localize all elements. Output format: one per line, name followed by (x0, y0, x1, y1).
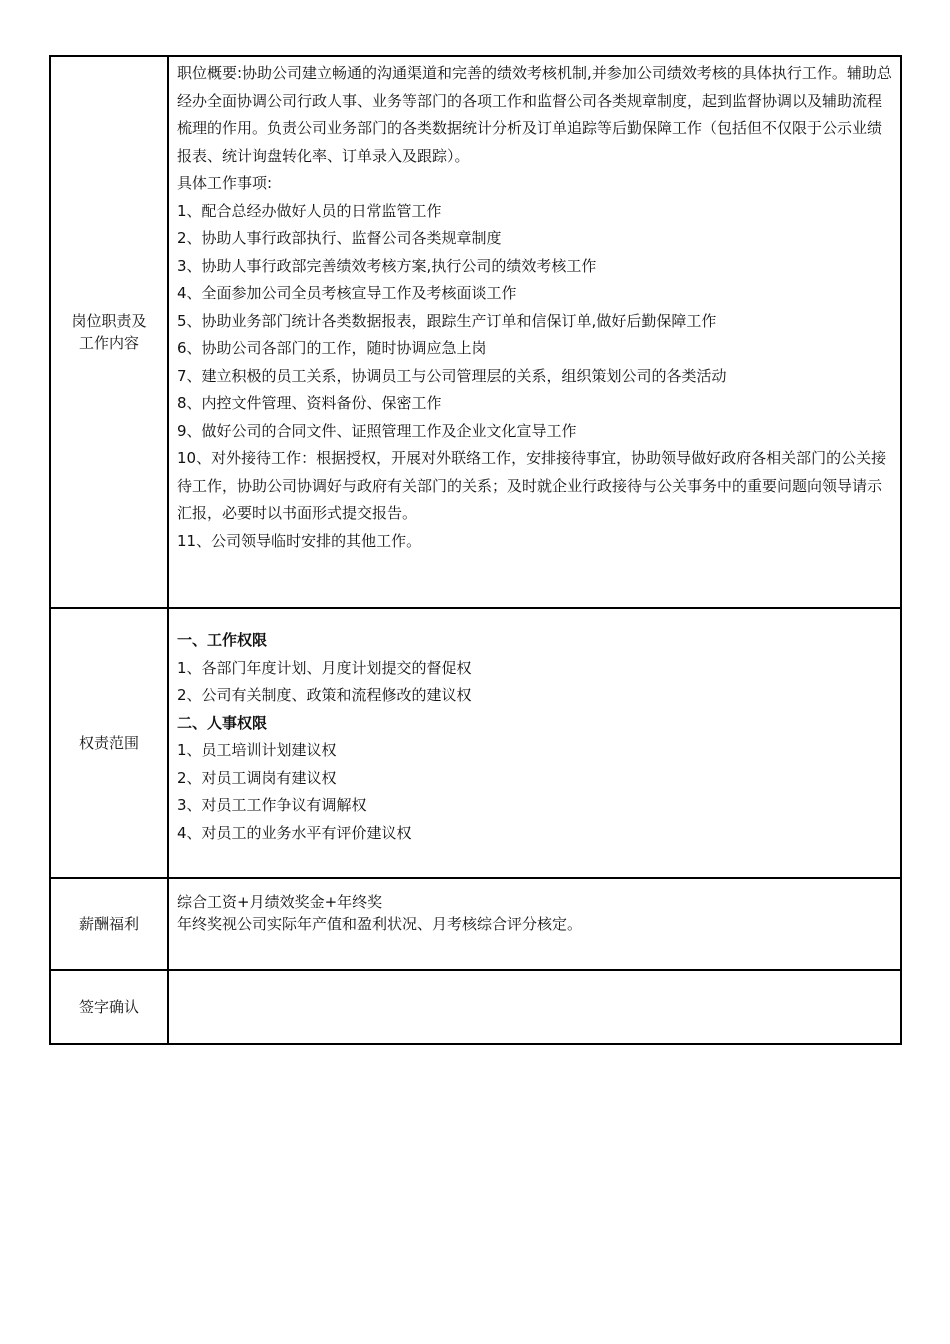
authority-item: 2、对员工调岗有建议权 (177, 768, 337, 787)
duties-items-heading: 具体工作事项: (177, 174, 273, 192)
signature-row (50, 970, 901, 1044)
authority-section2-title: 二、人事权限 (177, 713, 268, 732)
salary-content (168, 878, 901, 970)
signature-label: 签字确认 (50, 970, 168, 1044)
authority-content (168, 608, 901, 878)
duty-item: 3、协助人事行政部完善绩效考核方案,执行公司的绩效考核工作 (177, 256, 597, 275)
salary-line1: 综合工资+月绩效奖金+年终奖 (177, 893, 383, 911)
authority-item: 2、公司有关制度、政策和流程修改的建议权 (177, 686, 472, 704)
authority-label: 权责范围 (50, 608, 168, 878)
duty-item: 8、内控文件管理、资料备份、保密工作 (177, 394, 442, 412)
duty-item: 6、协助公司各部门的工作，随时协调应急上岗 (177, 339, 487, 357)
salary-row (50, 878, 901, 970)
duty-item: 1、配合总经办做好人员的日常监管工作 (177, 201, 442, 220)
duties-label-line2: 工作内容 (78, 334, 139, 352)
duty-item: 7、建立积极的员工关系，协调员工与公司管理层的关系，组织策划公司的各类活动 (177, 366, 727, 385)
duties-content (168, 56, 901, 608)
authority-item: 3、对员工工作争议有调解权 (177, 796, 367, 814)
authority-row (50, 608, 901, 878)
authority-item: 1、各部门年度计划、月度计划提交的督促权 (177, 658, 472, 677)
duty-item: 5、协助业务部门统计各类数据报表，跟踪生产订单和信保订单,做好后勤保障工作 (177, 311, 717, 330)
duties-row (50, 56, 901, 608)
duty-item: 2、协助人事行政部执行、监督公司各类规章制度 (177, 229, 502, 247)
duty-item: 10、对外接待工作：根据授权，开展对外联络工作，安排接待事宜，协助领导做好政府各相关部门的公关接待工作，协助公司协调好与政府有关部门的关系；及时就企业行政接待与公关事务中的重要问题向领导请示汇报，必要时以书面形式提交报告。 (177, 449, 887, 522)
duty-item: 4、全面参加公司全员考核宣导工作及考核面谈工作 (177, 284, 517, 302)
salary-label: 薪酬福利 (50, 878, 168, 970)
signature-field[interactable] (168, 970, 901, 1044)
duty-item: 9、做好公司的合同文件、证照管理工作及企业文化宣导工作 (177, 421, 577, 440)
duty-item: 11、公司领导临时安排的其他工作。 (177, 531, 422, 550)
salary-line2: 年终奖视公司实际年产值和盈利状况、月考核综合评分核定。 (177, 915, 583, 933)
authority-section1-title: 一、工作权限 (177, 631, 268, 649)
duties-label (50, 56, 168, 608)
duties-label-line1: 岗位职责及 (71, 312, 147, 330)
authority-item: 1、员工培训计划建议权 (177, 741, 337, 759)
duties-summary: 职位概要:协助公司建立畅通的沟通渠道和完善的绩效考核机制,并参加公司绩效考核的具体执行工作。辅助总经办全面协调公司行政人事、业务等部门的各项工作和监督公司各类规章制度，起到监督协调以及辅助流程梳理的作用。负责公司业务部门的各类数据统计分析及订单追踪等后勤保障工作（包括但不仅限于公示业绩报表、统计询盘转化率、订单录入及跟踪）。 (177, 64, 892, 165)
job-description-table (49, 55, 902, 1045)
authority-item: 4、对员工的业务水平有评价建议权 (177, 823, 412, 842)
